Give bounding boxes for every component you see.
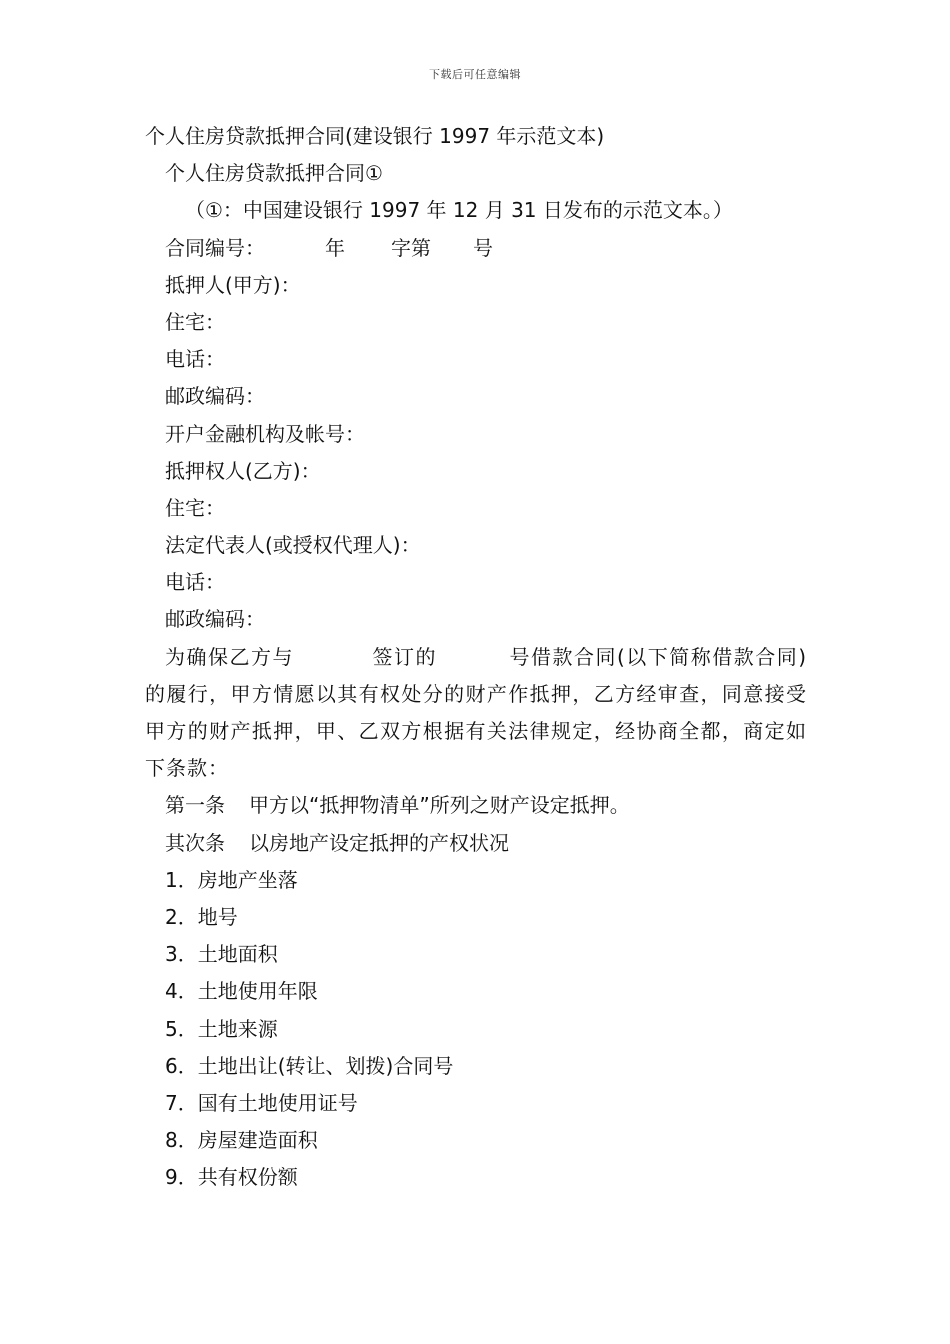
preamble-part3: 号借款合同(以下简称借款合同)的履行，甲方情愿以其有权处分的财产作抵押，乙方经审查，同意接受甲方的财产抵押，甲、乙双方根据有关法律规定，经协商全都，商定如下条款：: [145, 644, 808, 781]
list-item: 7．国有土地使用证号: [165, 1090, 358, 1115]
party-b-postcode: 邮政编码：: [165, 607, 265, 632]
party-b-residence: 住宅：: [165, 495, 225, 520]
list-item: 2．地号: [165, 905, 238, 929]
contract-number-line: [145, 230, 807, 267]
document-title: 个人住房贷款抵押合同(建设银行 1997 年示范文本): [145, 124, 605, 148]
footnote-text: （①：中国建设银行 1997 年 12 月 31 日发布的示范文本。）: [185, 198, 733, 223]
list-item: 9．共有权份额: [165, 1165, 298, 1190]
list-item: 8．房屋建造面积: [165, 1128, 318, 1153]
contract-number-year: 年: [325, 235, 345, 260]
party-a-phone: 电话：: [165, 347, 225, 372]
party-a-postcode: 邮政编码：: [165, 384, 265, 409]
preamble-paragraph: [145, 639, 807, 788]
article-2-label: 其次条: [165, 830, 225, 855]
article-2: [145, 825, 807, 862]
list-item: 5．土地来源: [165, 1016, 278, 1041]
page-header: 下载后可任意编辑: [429, 68, 521, 81]
article-1: [145, 787, 807, 824]
party-a-bank: 开户金融机构及帐号：: [165, 421, 365, 446]
party-a-label: 抵押人(甲方)：: [165, 272, 301, 297]
document-body: [145, 118, 807, 1197]
list-item: 1．房地产坐落: [165, 867, 298, 892]
article-1-text: 甲方以“抵押物清单”所列之财产设定抵押。: [249, 793, 630, 818]
contract-number-zi: 字第: [391, 235, 431, 260]
contract-number-label: 合同编号：: [165, 235, 265, 260]
party-b-label: 抵押权人(乙方)：: [165, 458, 321, 483]
article-1-label: 第一条: [165, 793, 225, 818]
list-item: 4．土地使用年限: [165, 979, 318, 1004]
party-a-residence: 住宅：: [165, 309, 225, 334]
party-b-legal-rep: 法定代表人(或授权代理人)：: [165, 533, 421, 558]
list-item: 6．土地出让(转让、划拨)合同号: [165, 1053, 454, 1078]
article-2-text: 以房地产设定抵押的产权状况: [249, 830, 509, 855]
contract-subtitle: 个人住房贷款抵押合同①: [165, 161, 383, 186]
contract-number-hao: 号: [473, 235, 493, 260]
party-b-phone: 电话：: [165, 570, 225, 595]
preamble-part2: 签订的: [371, 644, 437, 669]
preamble-part1: 为确保乙方与: [165, 644, 294, 669]
list-item: 3．土地面积: [165, 942, 278, 967]
